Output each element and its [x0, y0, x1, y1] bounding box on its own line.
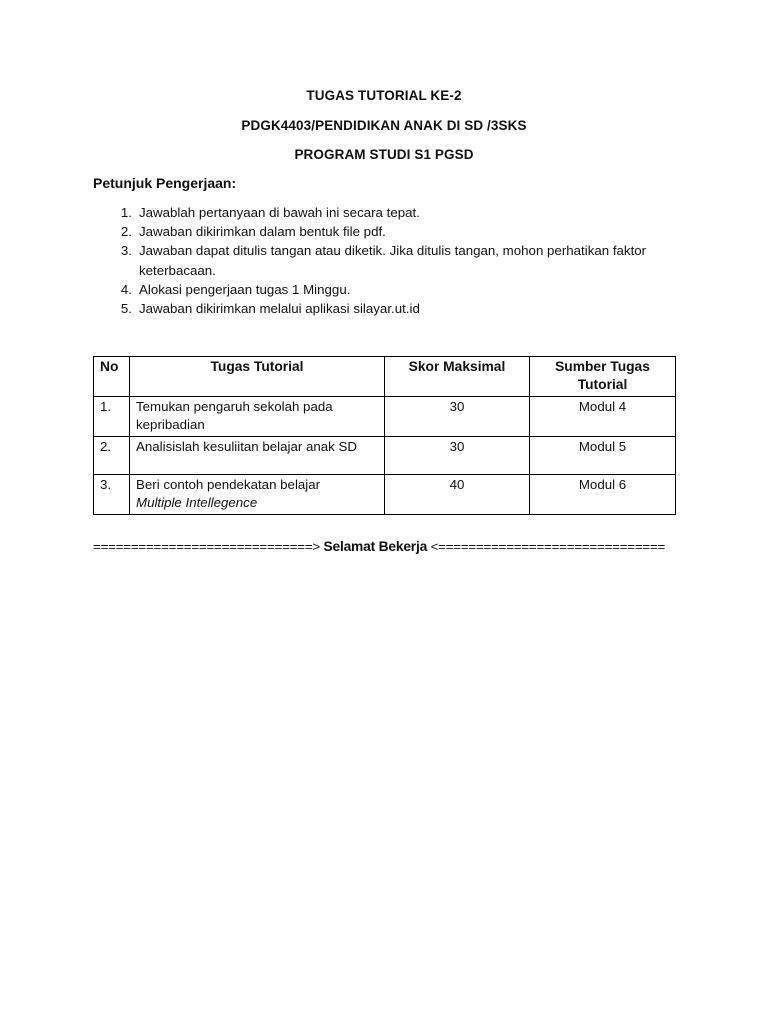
list-item-text: Jawaban dapat ditulis tangan atau diketik. Jika ditulis tangan, mohon perhatikan faktor keterbacaan. — [139, 243, 647, 278]
table-row — [94, 397, 676, 437]
closing-banner — [93, 539, 675, 554]
cell-task — [130, 397, 385, 437]
course-code-title: PDGK4403/PENDIDIKAN ANAK DI SD /3SKS — [241, 118, 527, 133]
instructions-list — [93, 203, 683, 318]
task-text: Temukan pengaruh sekolah pada kepribadian — [136, 399, 333, 432]
banner-right-arrow: <============================== — [430, 539, 666, 554]
list-item — [93, 280, 683, 299]
list-item-number: 5. — [120, 301, 132, 317]
task-text: Beri contoh pendekatan belajar — [136, 477, 321, 492]
cell-no: 3. — [94, 475, 130, 515]
tasks-table — [93, 356, 676, 515]
header-source: Sumber Tugas Tutorial — [530, 357, 676, 397]
list-item-text: Jawaban dikirimkan dalam bentuk file pdf. — [139, 224, 386, 240]
list-item — [93, 222, 683, 241]
cell-source: Modul 5 — [530, 437, 676, 475]
list-item-number: 3. — [120, 243, 132, 259]
task-text: Analisislah kesuliitan belajar anak SD — [136, 439, 357, 454]
document-title: TUGAS TUTORIAL KE-2 — [306, 88, 462, 103]
cell-no: 1. — [94, 397, 130, 437]
cell-task — [130, 475, 385, 515]
cell-score: 30 — [385, 397, 530, 437]
list-item — [93, 203, 683, 222]
list-item-number: 4. — [120, 281, 132, 297]
list-item — [93, 241, 683, 279]
list-item-number: 2. — [120, 224, 132, 240]
header-task: Tugas Tutorial — [130, 357, 385, 397]
table-row — [94, 437, 676, 475]
list-item-text: Jawaban dikirimkan melalui aplikasi silayar.ut.id — [139, 301, 420, 317]
banner-text: Selamat Bekerja — [323, 539, 428, 554]
list-item — [93, 299, 683, 318]
study-program-title: PROGRAM STUDI S1 PGSD — [294, 147, 474, 162]
task-text-italic: Multiple Intellegence — [136, 495, 258, 510]
cell-score: 30 — [385, 437, 530, 475]
list-item-text: Jawablah pertanyaan di bawah ini secara tepat. — [139, 205, 420, 220]
cell-no: 2. — [94, 437, 130, 475]
cell-source: Modul 4 — [530, 397, 676, 437]
instructions-heading: Petunjuk Pengerjaan: — [93, 175, 237, 191]
cell-source: Modul 6 — [530, 475, 676, 515]
header-score: Skor Maksimal — [385, 357, 530, 397]
table-row — [94, 475, 676, 515]
list-item-text: Alokasi pengerjaan tugas 1 Minggu. — [139, 281, 351, 297]
table-header-row — [94, 357, 676, 397]
banner-left-arrow: =============================> — [93, 539, 320, 554]
header-no: No — [94, 357, 130, 397]
list-item-number: 1. — [120, 205, 132, 220]
cell-task — [130, 437, 385, 475]
cell-score: 40 — [385, 475, 530, 515]
